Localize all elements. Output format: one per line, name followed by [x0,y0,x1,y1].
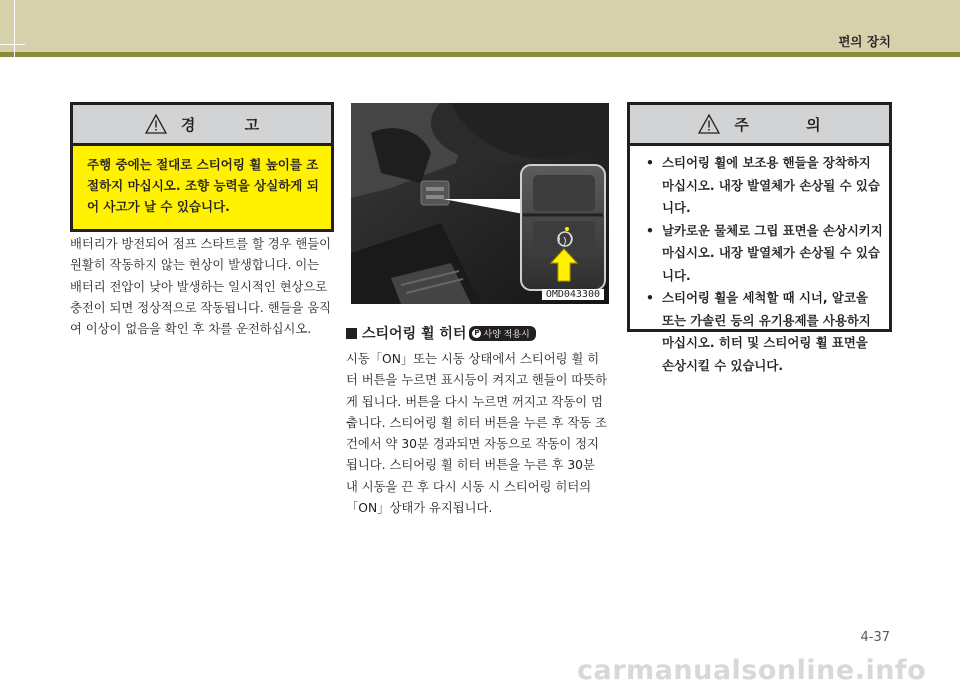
crop-mark [0,44,25,45]
caution-title: 주 의 [734,115,847,134]
caution-item: • 날카로운 물체로 그립 표면을 손상시키지 마십시오. 내장 발열체가 손상될 수 있습니다. [644,220,883,288]
header-rule [0,52,960,57]
option-badge-text: 사양 적용시 [483,329,530,340]
heater-body: 시동「ON」또는 시동 상태에서 스티어링 휠 히터 버튼을 누르면 표시등이 켜지고 핸들이 따뜻하게 됩니다. 버튼을 다시 누르면 꺼지고 작동이 멈춥니다. 스티어링 휠 히터 버튼을 누른 후 작동 조건에서 약 30분 경과되면 자동으로 작동이 정지됩니다. 스티어링 휠 히터 버튼을 누른 후 30분 내 시동을 끈 후 다시 시동 시 스티어링 히터의「ON」상태가 유지됩니다. [346,352,608,516]
battery-paragraph: 배터리가 방전되어 점프 스타트를 할 경우 핸들이 원활히 작동하지 않는 현상이 발생합니다. 이는 배터리 전압이 낮아 발생하는 일시적인 현상으로 충전이 되면 정상적으로 작동됩니다. 핸들을 움직여 이상이 없음을 확인 후 차를 운전하십시오. [70,237,332,337]
caution-triangle-icon [698,114,720,134]
page-number: 4-37 [860,630,890,645]
option-icon: P [474,328,480,337]
heater-heading [346,323,536,343]
caution-list [630,146,889,377]
caution-item: • 스티어링 휠을 세척할 때 시너, 알코올 또는 가솔린 등의 유기용제를 사용하지 마십시오. 히터 및 스티어링 휠 표면을 손상시킬 수 있습니다. [644,287,883,377]
warning-triangle-icon [145,114,167,134]
dashboard-illustration [351,103,609,304]
option-badge [469,326,535,341]
header-band [0,0,960,52]
section-title: 편의 장치 [838,34,891,49]
section-square-icon [346,328,357,339]
warning-box [70,102,334,232]
crop-mark [14,0,15,58]
steering-heater-photo [351,103,609,304]
warning-text: 주행 중에는 절대로 스티어링 휠 높이를 조절하지 마십시오. 조향 능력을 상실하게 되어 사고가 날 수 있습니다. [87,157,319,214]
caution-box [627,102,892,373]
caution-header [630,105,889,146]
watermark [0,655,960,686]
warning-header [73,105,331,146]
figure-code: OMD043300 [542,289,604,300]
watermark-text: carmanualsonline.info [577,655,927,686]
heater-heading-text: 스티어링 휠 히터 [362,326,467,342]
warning-title: 경 고 [180,115,282,134]
caution-item: • 스티어링 휠에 보조용 핸들을 장착하지 마십시오. 내장 발열체가 손상될 수 있습니다. [644,152,883,220]
